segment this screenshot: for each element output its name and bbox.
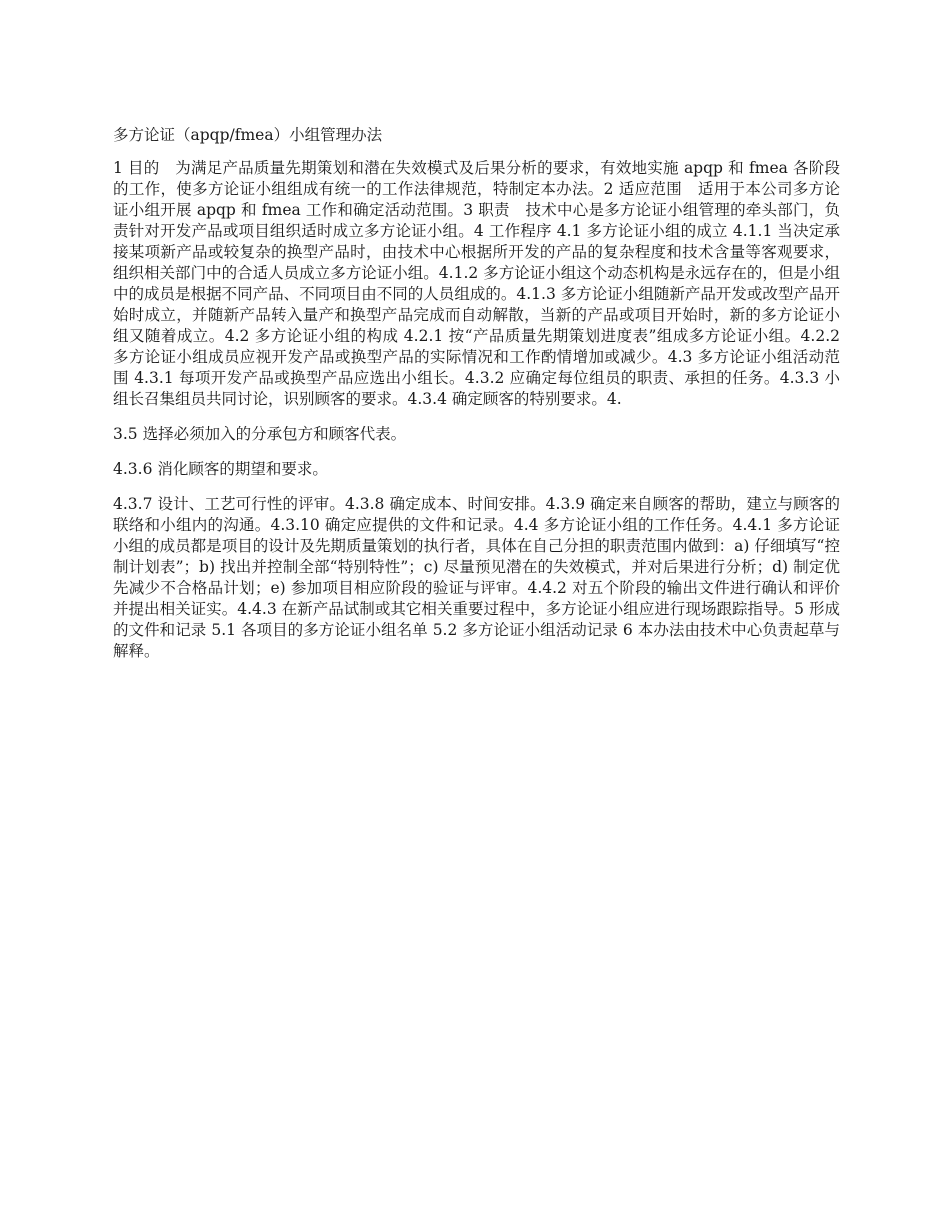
paragraph-main: 1 目的 为满足产品质量先期策划和潜在失效模式及后果分析的要求，有效地实施 apqp 和 fmea 各阶段的工作，使多方论证小组组成有统一的工作法律规范，特制定本办法。2 适应范围 适用于本公司多方论证小组开展 apqp 和 fmea 工作和确定活动范围。3 职责 技术中心是多方论证小组管理的牵头部门，负责针对开发产品或项目组织适时成立多方论证小组。4 工作程序 4.1 多方论证小组的成立 4.1.1 当决定承接某项新产品或较复杂的换型产品时，由技术中心根据所开发的产品的复杂程度和技术含量等客观要求，组织相关部门中的合适人员成立多方论证小组。4.1.2 多方论证小组这个动态机构是永远存在的，但是小组中的成员是根据不同产品、不同项目由不同的人员组成的。4.1.3 多方论证小组随新产品开发或改型产品开始时成立，并随新产品转入量产和换型产品完成而自动解散，当新的产品或项目开始时，新的多方论证小组又随着成立。4.2 多方论证小组的构成 4.2.1 按“产品质量先期策划进度表”组成多方论证小组。4.2.2 多方论证小组成员应视开发产品或换型产品的实际情况和工作酌情增加或减少。4.3 多方论证小组活动范围 4.3.1 每项开发产品或换型产品应选出小组长。4.3.2 应确定每位组员的职责、承担的任务。4.3.3 小组长召集组员共同讨论，识别顾客的要求。4.3.4 确定顾客的特别要求。4. <box>113 159 840 408</box>
document-title: 多方论证（apqp/fmea）小组管理办法 <box>113 126 383 144</box>
paragraph-4-3-6: 4.3.6 消化顾客的期望和要求。 <box>113 460 328 478</box>
document-page <box>113 125 840 676</box>
paragraph-4-3-7: 4.3.7 设计、工艺可行性的评审。4.3.8 确定成本、时间安排。4.3.9 确定来自顾客的帮助，建立与顾客的联络和小组内的沟通。4.3.10 确定应提供的文件和记录。4.4 多方论证小组的工作任务。4.4.1 多方论证小组的成员都是项目的设计及先期质量策划的执行者，具体在自己分担的职责范围内做到：a) 仔细填写“控制计划表”；b) 找出并控制全部“特别特性”；c) 尽量预见潜在的失效模式，并对后果进行分析；d) 制定优先减少不合格品计划；e) 参加项目相应阶段的验证与评审。4.4.2 对五个阶段的输出文件进行确认和评价并提出相关证实。4.4.3 在新产品试制或其它相关重要过程中，多方论证小组应进行现场跟踪指导。5 形成的文件和记录 5.1 各项目的多方论证小组名单 5.2 多方论证小组活动记录 6 本办法由技术中心负责起草与解释。 <box>113 495 840 660</box>
paragraph-3-5: 3.5 选择必须加入的分承包方和顾客代表。 <box>113 425 407 443</box>
